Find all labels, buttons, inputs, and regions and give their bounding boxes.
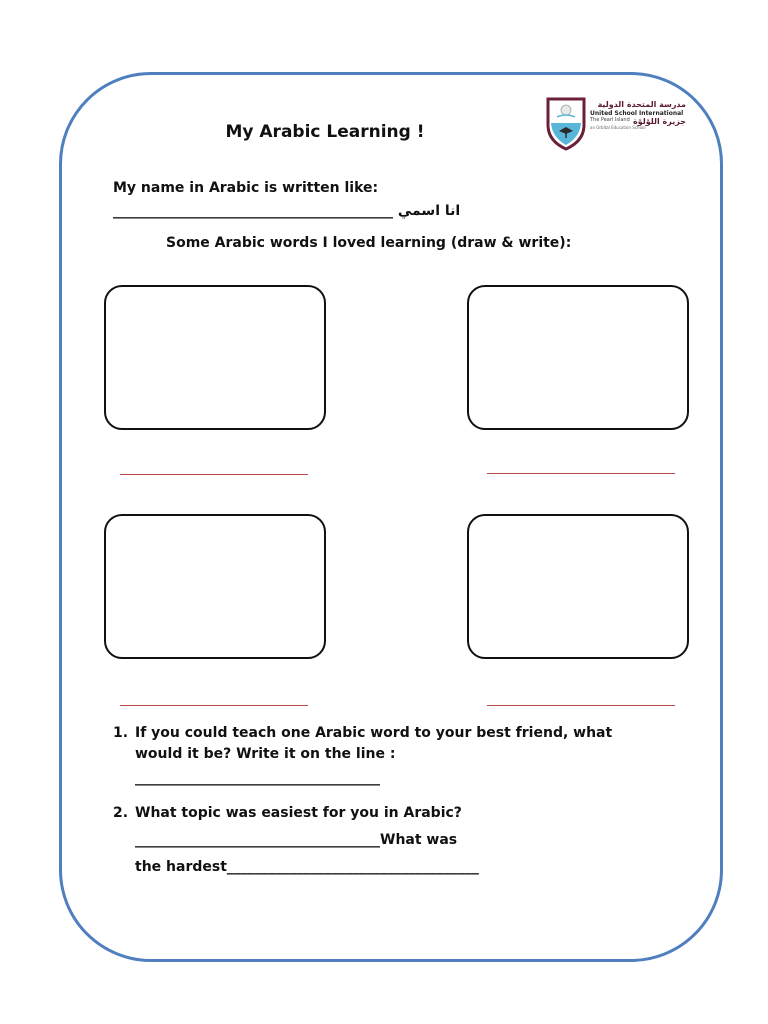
school-location-english: The Pearl Island [590, 116, 630, 123]
drawing-box [104, 514, 326, 659]
question-text-line: What topic was easiest for you in Arabic? [135, 805, 462, 821]
name-prompt: My name in Arabic is written like: [113, 180, 379, 196]
words-heading: Some Arabic words I loved learning (draw & write): [166, 235, 572, 251]
question-1 [113, 723, 673, 793]
school-name-english: United School International [590, 109, 684, 117]
school-logo [546, 97, 686, 151]
word-write-line [487, 473, 675, 474]
question-text-line: would it be? Write it on the line : [135, 746, 396, 762]
question-text-line: If you could teach one Arabic word to your best friend, what [135, 725, 613, 741]
school-name-arabic: مدرسة المتحدة الدولية [597, 100, 686, 109]
answer-line: ___________________________________ [135, 770, 380, 786]
drawing-box [467, 285, 689, 430]
question-number: 1. [113, 725, 129, 741]
word-write-line [120, 705, 308, 706]
drawing-box [104, 285, 326, 430]
school-tagline: an Orbital Education School [590, 125, 646, 131]
school-location-arabic: جزيرة اللؤلؤة [633, 116, 686, 126]
word-write-line [487, 705, 675, 706]
school-crest-icon [546, 97, 586, 151]
name-write-line: ________________________________________ انا اسمي [113, 203, 461, 219]
answer-line: ___________________________________What was [135, 832, 458, 848]
worksheet-title: My Arabic Learning ! [225, 122, 425, 142]
drawing-box [467, 514, 689, 659]
question-2 [113, 803, 673, 883]
question-number: 2. [113, 805, 129, 821]
word-write-line [120, 474, 308, 475]
answer-line: the hardest____________________________________ [135, 859, 479, 875]
